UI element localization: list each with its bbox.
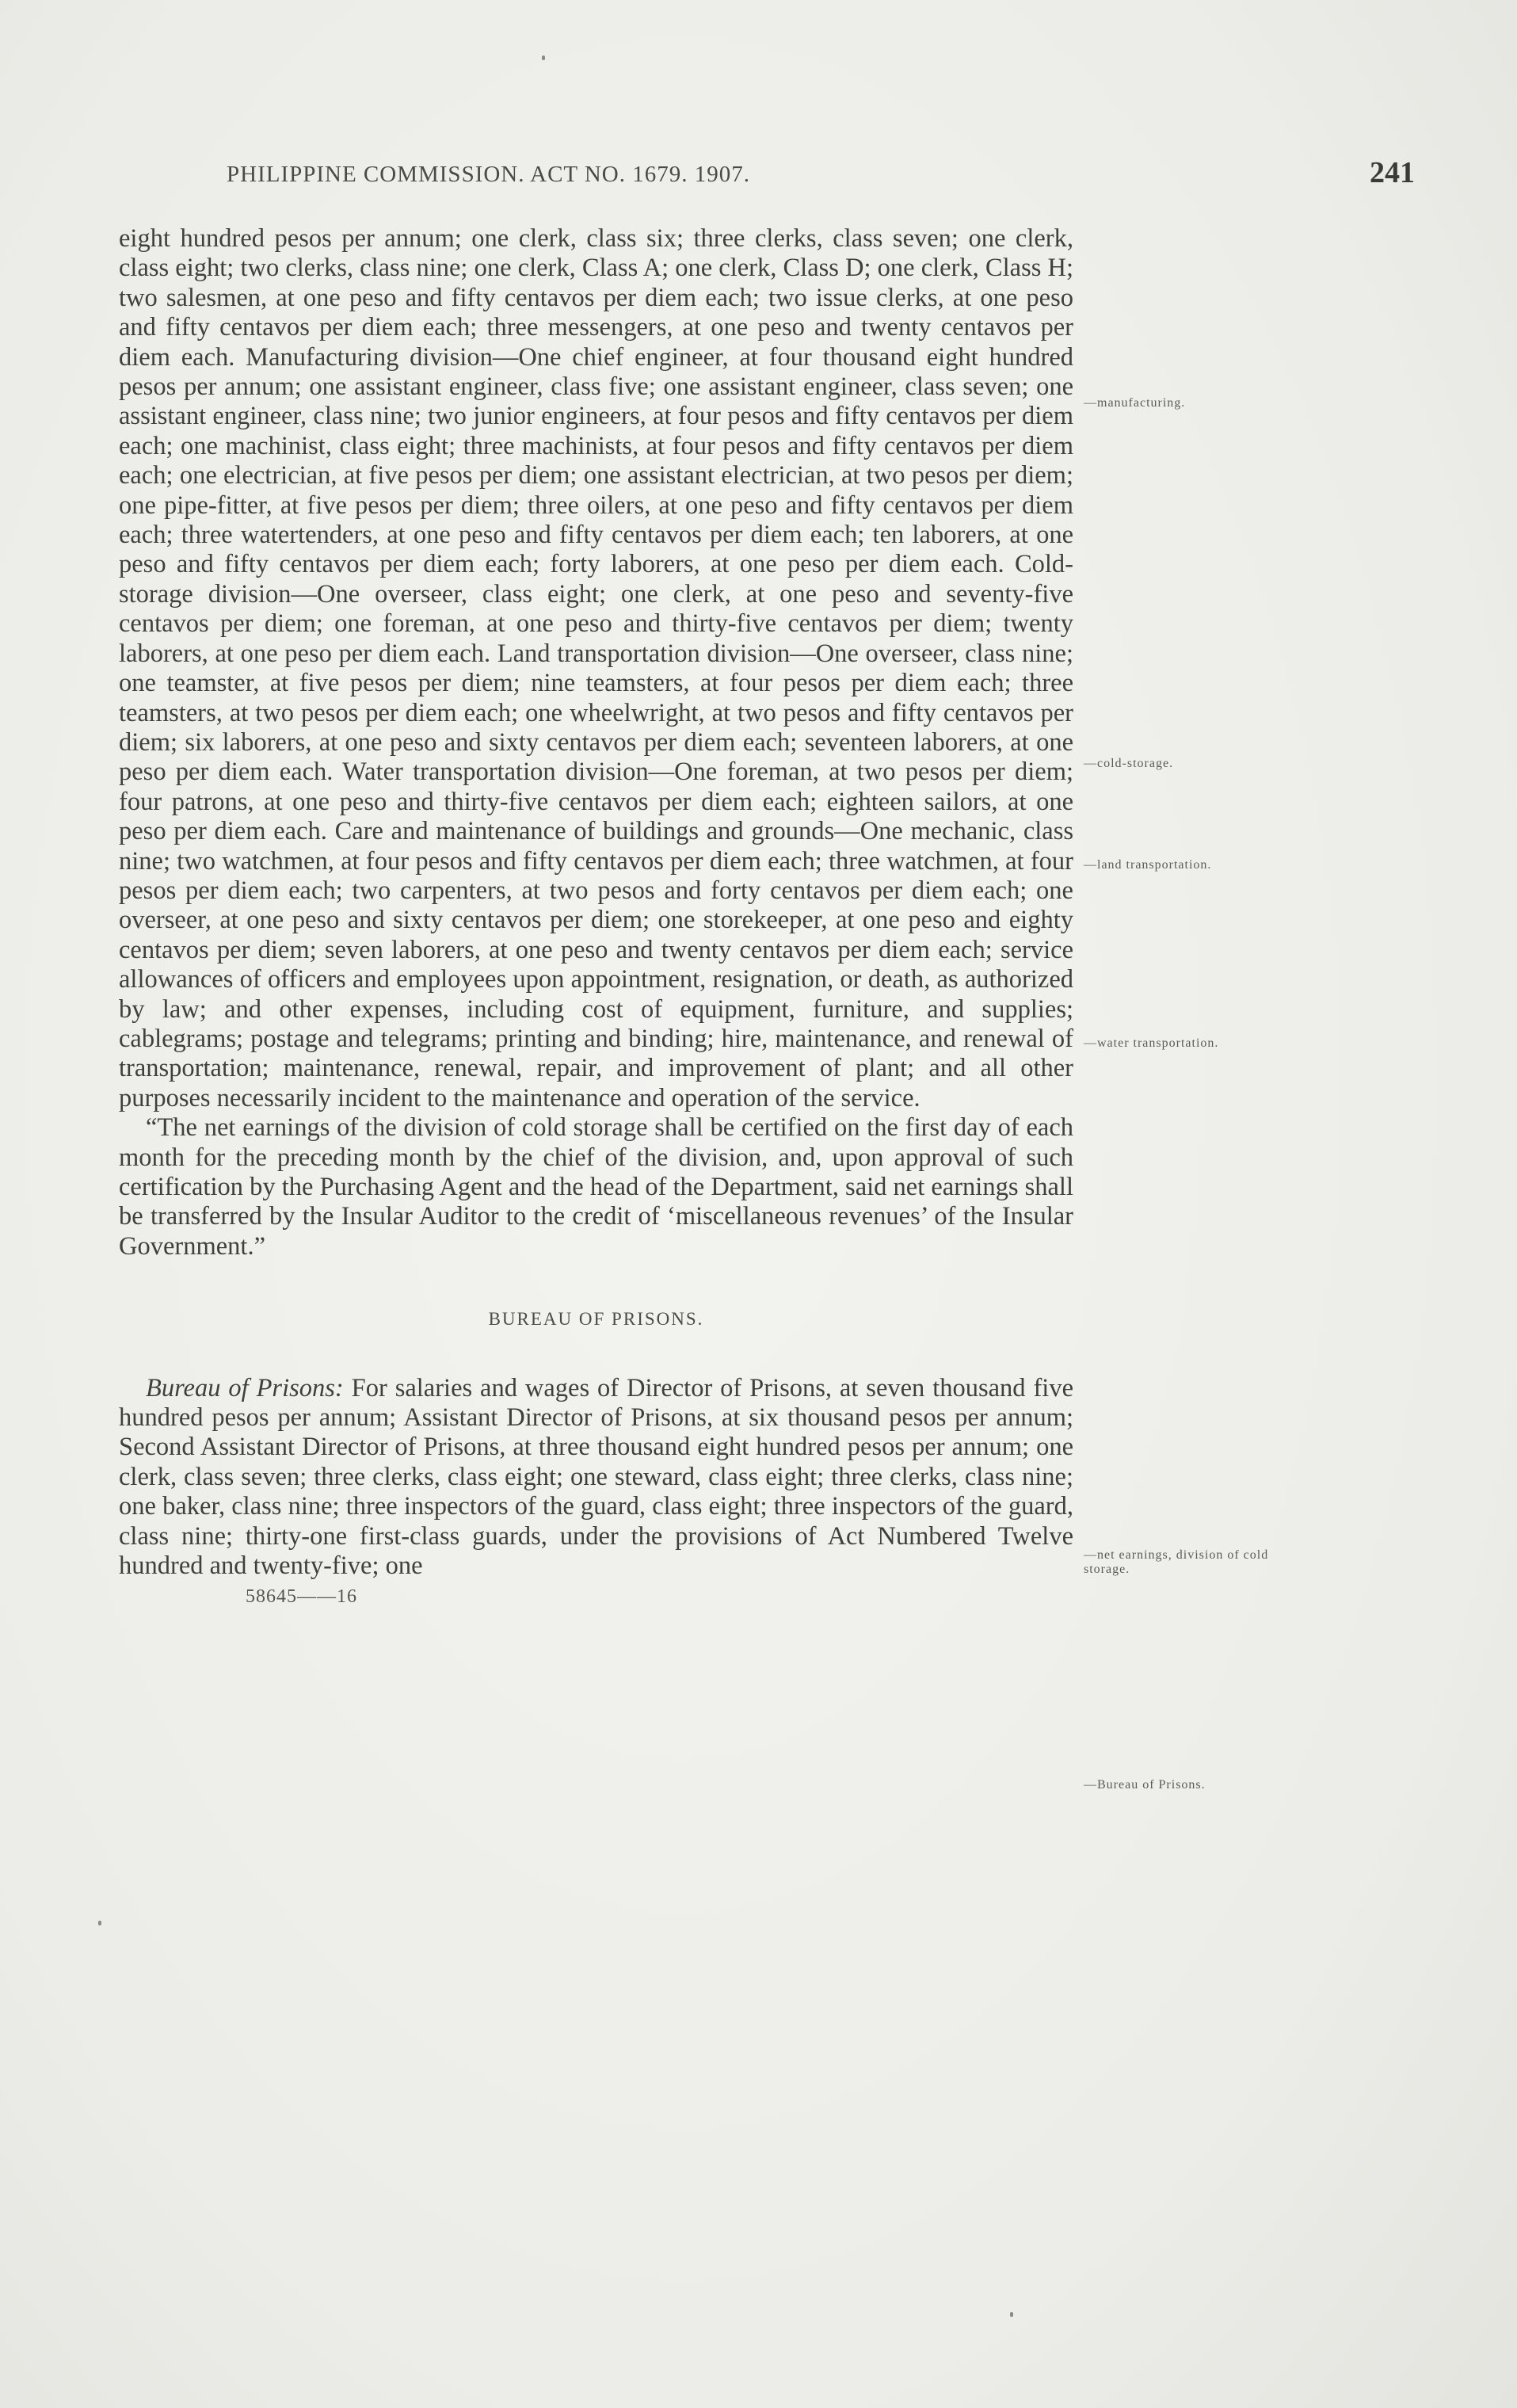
speck-mark <box>542 55 545 60</box>
page-header <box>227 155 1415 195</box>
margin-note-cold-storage: —cold-storage. <box>1084 757 1174 770</box>
margin-note-land-transportation: —land transportation. <box>1084 858 1212 872</box>
paragraph-appropriations: eight hundred pesos per annum; one clerk, class six; three clerks, class seven; one clerk, class eight; two clerks, class nine; one clerk, Class A; one clerk, Class D; one clerk, Class H; two salesmen, at one peso and fifty centavos per diem each; two issue clerks, at one peso and fifty centavos per diem each; three messengers, at one peso and twenty centavos per diem each. Manufacturing division—One chief engineer, at four thousand eight hundred pesos per annum; one assistant engineer, class five; one assistant engineer, class seven; one assistant engineer, class nine; two junior engineers, at four pesos and fifty centavos per diem each; one machinist, class eight; three machinists, at four pesos and fifty centavos per diem each; one electrician, at five pesos per diem; one assistant electrician, at two pesos per diem; one pipe-fitter, at five pesos per diem; three oilers, at one peso and fifty centavos per diem each; three watertenders, at one peso and fifty centavos per diem each; ten laborers, at one peso and fifty centavos per diem each; forty laborers, at one peso per diem each. Cold-storage division—One overseer, class eight; one clerk, at one peso and seventy-five centavos per diem; one foreman, at one peso and thirty-five centavos per diem; twenty laborers, at one peso per diem each. Land transportation division—One overseer, class nine; one teamster, at five pesos per diem; nine teamsters, at four pesos per diem each; three teamsters, at two pesos per diem each; one wheelwright, at two pesos and fifty centavos per diem; six laborers, at one peso and sixty centavos per diem each; seventeen laborers, at one peso per diem each. Water transportation division—One foreman, at two pesos per diem; four patrons, at one peso and thirty-five centavos per diem each; eighteen sailors, at one peso per diem each. Care and maintenance of buildings and grounds—One mechanic, class nine; two watchmen, at four pesos and fifty centavos per diem each; three watchmen, at four pesos per diem each; two carpenters, at two pesos and forty centavos per diem each; one overseer, at one peso and sixty centavos per diem; one storekeeper, at one peso and eighty centavos per diem; seven laborers, at one peso and twenty centavos per diem each; service allowances of officers and employees upon appointment, resignation, or death, as authorized by law; and other expenses, including cost of equipment, furniture, and supplies; cablegrams; postage and telegrams; printing and binding; hire, maintenance, and renewal of transportation; maintenance, renewal, repair, and improvement of plant; and all other purposes necessarily incident to the maintenance and operation of the service. <box>119 224 1073 1112</box>
margin-note-net-earnings: —net earnings, division of cold storage. <box>1084 1548 1269 1576</box>
speck-mark <box>98 1921 101 1925</box>
section-heading: BUREAU OF PRISONS. <box>488 1309 704 1330</box>
margin-note-water-transportation: —water transportation. <box>1084 1036 1219 1050</box>
printer-signature: 58645——16 <box>246 1586 357 1608</box>
bureau-text: For salaries and wages of Director of Prisons, at seven thousand five hundred pesos per annum; Assistant Director of Prisons, at six thousand pesos per annum; Second Assistant Director of Prisons, at three thousand eight hundred pesos per annum; one clerk, class seven; three clerks, class eight; one steward, class eight; three clerks, class nine; one baker, class nine; three inspectors of the guard, class eight; three inspectors of the guard, class nine; thirty-one first-class guards, under the provisions of Act Numbered Twelve hundred and twenty-five; one <box>119 1373 1073 1581</box>
body-text <box>119 224 1073 1612</box>
running-head: PHILIPPINE COMMISSION. ACT NO. 1679. 1907. <box>227 162 750 187</box>
paragraph-net-earnings: “The net earnings of the division of cold storage shall be certified on the first day of each month for the preceding month by the chief of the division, and, upon approval of such certification by the Purchasing Agent and the head of the Department, said net earnings shall be transferred by the Insular Auditor to the credit of ‘miscellaneous revenues’ of the Insular Government.” <box>119 1113 1073 1261</box>
speck-mark <box>1010 2312 1013 2317</box>
bureau-lead-italic: Bureau of Prisons: <box>146 1373 344 1402</box>
margin-note-bureau-of-prisons: —Bureau of Prisons. <box>1084 1778 1206 1792</box>
paragraph-bureau-of-prisons <box>119 1374 1073 1582</box>
page-number: 241 <box>1370 156 1415 189</box>
margin-note-manufacturing: —manufacturing. <box>1084 396 1186 410</box>
